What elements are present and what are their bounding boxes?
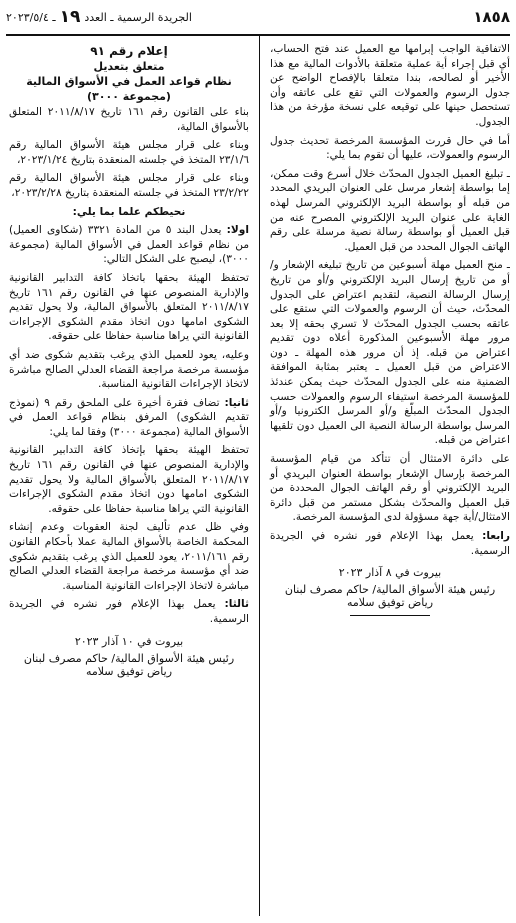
right-para-3: ـ تبليغ العميل الجدول المحدّث خلال أسرع وقت ممكن، إما بواسطة إشعار مرسل على العنوان البريدي المحدد من قبله أو بواسطة البريد الإلكتروني المرسل لهذه الغاية على عنوان البريد الإلكتروني المصرح عنه من قبل العميل أو بواسطة رسالة نصية مرسلة على رقم الهاتف الجوال المحدد من قبل العميل. bbox=[270, 167, 510, 253]
right-signature-role: رئيس هيئة الأسواق المالية/ حاكم مصرف لبنان bbox=[284, 583, 496, 597]
issue-number: ١٩ bbox=[59, 7, 81, 27]
left-heading: نحيطكم علما بما يلي: bbox=[72, 205, 186, 218]
declaration-title: إعلام رقم ٩١ bbox=[90, 44, 168, 58]
right-signature-name: رياض توفيق سلامه bbox=[346, 596, 434, 610]
right-para-2: أما في حال قررت المؤسسة المرخصة تحديث جدول الرسوم والعمولات، عليها أن تقوم بما يلي: bbox=[270, 134, 510, 162]
column-divider bbox=[259, 36, 260, 916]
gazette-name: الجريدة الرسمية ـ العدد bbox=[84, 10, 192, 24]
left-signature-role: رئيس هيئة الأسواق المالية/ حاكم مصرف لبنان bbox=[23, 651, 235, 665]
right-para-5: على دائرة الامتثال أن تتأكد من قيام المؤسسة المرخصة بإرسال الإشعار بواسطة العنوان البريدي أو البريد الإلكتروني أو رقم الهاتف الجوال المحددة من قبل العميل والمحدّث بشكل مستمر من قبل دائرة الامتثال/أية جهة مسؤولة لدى المؤسسة المرخصة. bbox=[270, 453, 510, 524]
left-para-9: وفي ظل عدم تأليف لجنة العقوبات وعدم إنشاء المحكمة الخاصة بالأسواق المالية عملا بأحكام القانون رقم ٢٠١١/١٦١، يعود للعميل الذي يرغب بتقديم شكوى ضد أي مؤسسة مرخصة مراجعة القضاء العدلي الصالح مباشرة لاتخاذ الإجراءات القانونية المناسبة. bbox=[9, 521, 249, 592]
right-column bbox=[264, 36, 510, 916]
issue-date: ـ ٢٠٢٣/٥/٤ bbox=[6, 10, 56, 24]
columns bbox=[6, 36, 510, 916]
left-para-6: وعليه، يعود للعميل الذي يرغب بتقديم شكوى ضد أي مؤسسة مرخصة مراجعة القضاء العدلي الصالح مباشرة لاتخاذ الإجراءات القانونية المناسبة. bbox=[9, 348, 249, 391]
left-para-4-label: اولا: bbox=[226, 224, 249, 237]
right-para-6-label: رابعا: bbox=[482, 530, 510, 542]
left-signature-city: بيروت في ١٠ آذار ٢٠٢٣ bbox=[74, 634, 184, 648]
left-column bbox=[9, 36, 255, 916]
left-para-4 bbox=[9, 223, 249, 267]
right-para-1: الاتفاقية الواجب إبرامها مع العميل عند فتح الحساب، أي قبل إجراء أية عملية متعلقة بالأدوات المالية مع هذا الأخير أو لصالحه، بندا متعلقا بالإفصاح الواضح عن جدول الرسوم والعمولات التي تقع على عاتقه وأن تستحصل حينها على توقيعه على نسخة مؤرخة من هذا الجدول. bbox=[270, 43, 510, 128]
declaration-subtitle-1: متعلق بتعديل bbox=[93, 60, 165, 73]
left-para-10 bbox=[9, 597, 249, 626]
right-para-4: ـ منح العميل مهلة أسبوعين من تاريخ تبليغه الإشعار و/أو من تاريخ إرسال البريد الإلكتروني و/أو من تاريخ إرسال الرسالة النصية، لتقديم اعتراض على الجدول المحدّث، حيث أن الرسوم والعمولات التي ستقع على عاتقه بحسب الجدول المحدّث لا تسري بحقه إلا بعد مرور مهلة الأسبوعين المذكورة أعلاه دون تقديم اعتراض من قبله. إذ أن مرور هذه المهلة ـ دون الاعتراض من قبل العميل ـ يعتبر بمثابة الموافقة الضمنية منه على الجدول المحدّث حيث يمكن عندئذ للمؤسسة المرخصة استيفاء الرسوم والعمولات حسب الجدول المحدّث المبلّغ و/أو المرسل الكترونيا و/أو المرسل بواسطة الرسالة النصية الى العميل دون تلقيها اعتراض من قبله. bbox=[270, 259, 510, 447]
right-signature-city: بيروت في ٨ آذار ٢٠٢٣ bbox=[338, 566, 442, 580]
left-para-3: وبناء على قرار مجلس هيئة الأسواق المالية رقم ٢٣/٢/٢٢ المتخذ في جلسته المنعقدة بتاريخ ٢٠٢٣/٢/٢٨، bbox=[9, 172, 249, 199]
left-para-2: وبناء على قرار مجلس هيئة الأسواق المالية رقم ٢٣/١/٦ المتخذ في جلسته المنعقدة بتاريخ ٢٠٢٣/١/٢٤، bbox=[9, 139, 249, 166]
declaration-subtitle-3: (مجموعة ٣٠٠٠) bbox=[87, 90, 171, 103]
page-number: ١٨٥٨ bbox=[473, 8, 510, 26]
right-para-6 bbox=[270, 529, 510, 558]
right-para-6-text: يعمل بهذا الإعلام فور نشره في الجريدة الرسمية. bbox=[270, 530, 510, 557]
left-para-7-label: ثانيا: bbox=[224, 396, 249, 409]
left-para-7-text: تضاف فقرة أخيرة على الملحق رقم ٩ (نموذج تقديم الشكوى) المرفق بنظام قواعد العمل في الأسواق المالية (مجموعة ٣٠٠٠) وفقا لما يلي: bbox=[9, 396, 249, 438]
left-para-4-text: يعدل البند ٥ من المادة ٣٣٢١ (شكاوى العميل) من نظام قواعد العمل في الأسواق المالية (مجموعة ٣٠٠٠)، ليصبح على الشكل التالي: bbox=[9, 224, 249, 266]
left-para-10-label: ثالثا: bbox=[224, 598, 249, 611]
left-para-5: تحتفظ الهيئة بحقها باتخاذ كافة التدابير القانونية والإدارية المنصوص عنها في القانون رقم ١٦١ تاريخ ٢٠١١/٨/١٧ المتعلق بالأسواق المالية، ولا يحول تقديم الشكوى امامها دون اتخاذ مقدم الشكوى الإجراءات القانونية التي يراها مناسبة حفاظا على حقوقه. bbox=[9, 271, 249, 343]
declaration-subtitle-2: نظام قواعد العمل في الأسواق المالية bbox=[26, 75, 232, 88]
right-end-rule bbox=[350, 615, 430, 616]
left-para-10-text: يعمل بهذا الإعلام فور نشره في الجريدة الرسمية. bbox=[9, 598, 249, 625]
gazette-title bbox=[6, 7, 192, 27]
page-header bbox=[6, 0, 510, 36]
left-para-8: تحتفظ الهيئة بحقها بإتخاذ كافة التدابير القانونية والإدارية المنصوص عنها في القانون رقم ١٦١ تاريخ ٢٠١١/٨/١٧ المتعلق بالأسواق المالية ولا يحول تقديم الشكوى امامها دون اتخاذ مقدم الشكوى الإجراءات القانونية التي يراها مناسبة حفاظا على حقوقه. bbox=[9, 444, 249, 515]
left-para-7 bbox=[9, 396, 249, 440]
left-signature-name: رياض توفيق سلامه bbox=[85, 664, 173, 678]
left-para-1: بناء على القانون رقم ١٦١ تاريخ ٢٠١١/٨/١٧ المتعلق بالأسواق المالية، bbox=[9, 106, 249, 133]
